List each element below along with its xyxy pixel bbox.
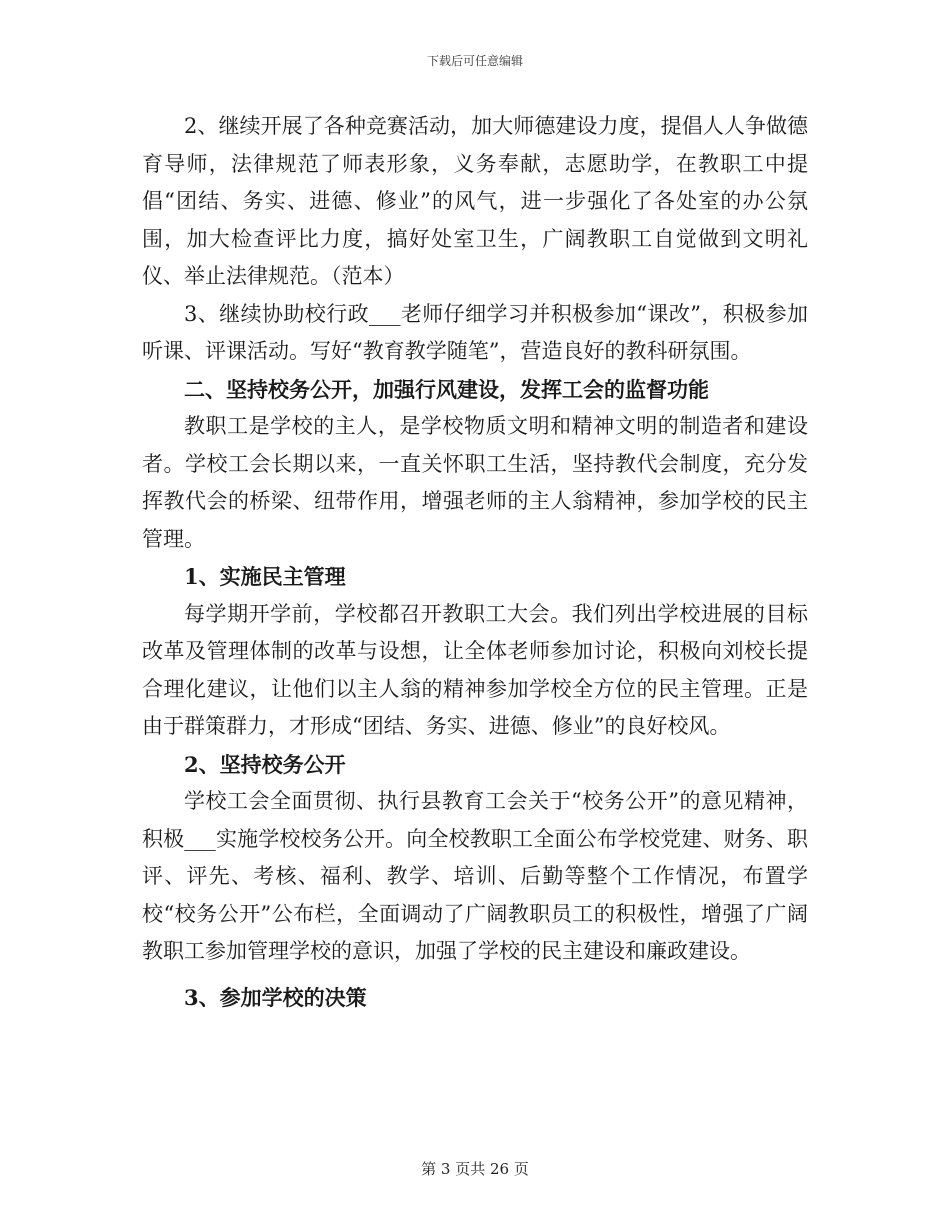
paragraph-item-2: 2、继续开展了各种竞赛活动，加大师德建设力度，提倡人人争做德育导师，法律规范了师表形象，义务奉献，志愿助学，在教职工中提倡“团结、务实、进德、修业”的风气，进一步强化了各处室的办公氛围，加大检查评比力度，搞好处室卫生，广阔教职工自觉做到文明礼仪、举止法律规范。（范本）: [142, 114, 808, 288]
paragraph-item-3: 3、继续协助校行政___老师仔细学习并积极参加“课改”，积极参加听课、评课活动。写好“教育教学随笔”，营造良好的教科研氛围。: [142, 301, 808, 363]
document-body: [142, 108, 808, 1016]
section-heading-2: 二、坚持校务公开，加强行风建设，发挥工会的监督功能: [184, 376, 709, 402]
page-footer: 第 3 页共 26 页: [421, 1160, 529, 1178]
subsection-heading-3: 3、参加学校的决策: [184, 984, 367, 1010]
subsection-heading-1: 1、实施民主管理: [184, 564, 346, 589]
paragraph-democratic-management: 每学期开学前，学校都召开教职工大会。我们列出学校进展的目标改革及管理体制的改革与设想，让全体老师参加讨论，积极向刘校长提合理化建议，让他们以主人翁的精神参加学校全方位的民主管理。正是由于群策群力，才形成“团结、务实、进德、修业”的良好校风。: [142, 601, 808, 738]
paragraph-section-2-intro: 教职工是学校的主人，是学校物质文明和精神文明的制造者和建设者。学校工会长期以来，一直关怀职工生活，坚持教代会制度，充分发挥教代会的桥梁、纽带作用，增强老师的主人翁精神，参加学校的民主管理。: [142, 414, 808, 551]
subsection-heading-2: 2、坚持校务公开: [184, 751, 346, 777]
page-header: 下载后可任意编辑: [426, 54, 523, 68]
paragraph-school-affairs: 学校工会全面贯彻、执行县教育工会关于“校务公开”的意见精神，积极___实施学校校务公开。向全校教职工全面公布学校党建、财务、职评、评先、考核、福利、教学、培训、后勤等整个工作情况，布置学校“校务公开”公布栏，全面调动了广阔教职员工的积极性，增强了广阔教职工参加管理学校的意识，加强了学校的民主建设和廉政建设。: [142, 789, 808, 963]
